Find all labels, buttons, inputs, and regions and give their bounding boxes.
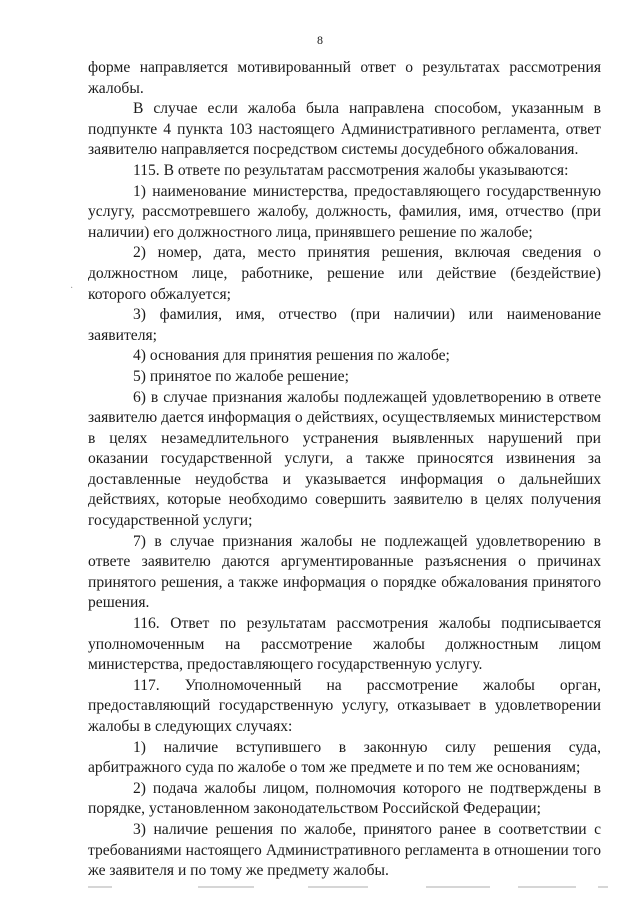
paragraph: форме направляется мотивированный ответ о результатах рассмотрения жалобы. bbox=[88, 59, 601, 97]
list-item: 1) наименование министерства, предоставляющего государственную услугу, рассмотревшего жалобу, должность, фамилия, имя, отчество (при наличии) его должностного лица, принявшего решение по жалобе; bbox=[88, 182, 601, 241]
scan-artifact bbox=[88, 886, 112, 888]
list-item: 7) в случае признания жалобы не подлежащей удовлетворению в ответе заявителю даются аргументированные разъяснения о причинах принятого решения, а также информация о порядке обжалования принятого решения. bbox=[88, 532, 601, 612]
scan-artifact bbox=[518, 886, 576, 888]
scan-artifact bbox=[598, 886, 608, 888]
scan-artifact bbox=[308, 886, 368, 888]
list-item: 3) наличие решения по жалобе, принятого ранее в соответствии с требованиями настоящего Административного регламента в отношении того же заявителя и по тому же предмету жалобы. bbox=[88, 820, 601, 880]
list-item: 5) принятое по жалобе решение; bbox=[133, 367, 349, 385]
list-item: 2) номер, дата, место принятия решения, включая сведения о должностном лице, работнике, решение или действие (бездействие) которого обжалуется; bbox=[88, 244, 601, 303]
scan-artifact bbox=[426, 886, 490, 888]
margin-mark: · bbox=[70, 283, 74, 294]
scan-artifacts bbox=[88, 886, 608, 890]
document-body bbox=[88, 58, 601, 882]
paragraph: 116. Ответ по результатам рассмотрения жалобы подписывается уполномоченным на рассмотрение жалобы должностным лицом министерства, предоставляющего государственную услугу. bbox=[88, 615, 601, 674]
scan-artifact bbox=[198, 886, 254, 888]
list-item: 4) основания для принятия решения по жалобе; bbox=[133, 347, 450, 365]
list-item: 2) подача жалобы лицом, полномочия которого не подтверждены в порядке, установленном законодательством Российской Федерации; bbox=[88, 779, 601, 818]
list-item: 1) наличие вступившего в законную силу решения суда, арбитражного суда по жалобе о том же предмете и по тем же основаниям; bbox=[88, 738, 601, 777]
paragraph: 115. В ответе по результатам рассмотрения жалобы указываются: bbox=[133, 161, 569, 179]
paragraph: 117. Уполномоченный на рассмотрение жалобы орган, предоставляющий государственную услугу, отказывает в удовлетворении жалобы в следующих случаях: bbox=[88, 676, 601, 735]
paragraph: В случае если жалоба была направлена способом, указанным в подпункте 4 пункта 103 настоящего Административного регламента, ответ заявителю направляется посредством системы досудебного обжалования. bbox=[88, 100, 601, 159]
list-item: 6) в случае признания жалобы подлежащей удовлетворению в ответе заявителю дается информация о действиях, осуществляемых министерством в целях незамедлительного устранения выявленных нарушений при оказании государственной услуги, а также приносятся извинения за доставленные неудобства и указывается информация о дальнейших действиях, которые необходимо совершить заявителю в целях получения государственной услуги; bbox=[88, 388, 601, 530]
page-number: 8 bbox=[317, 33, 323, 47]
list-item: 3) фамилия, имя, отчество (при наличии) или наименование заявителя; bbox=[88, 306, 601, 344]
